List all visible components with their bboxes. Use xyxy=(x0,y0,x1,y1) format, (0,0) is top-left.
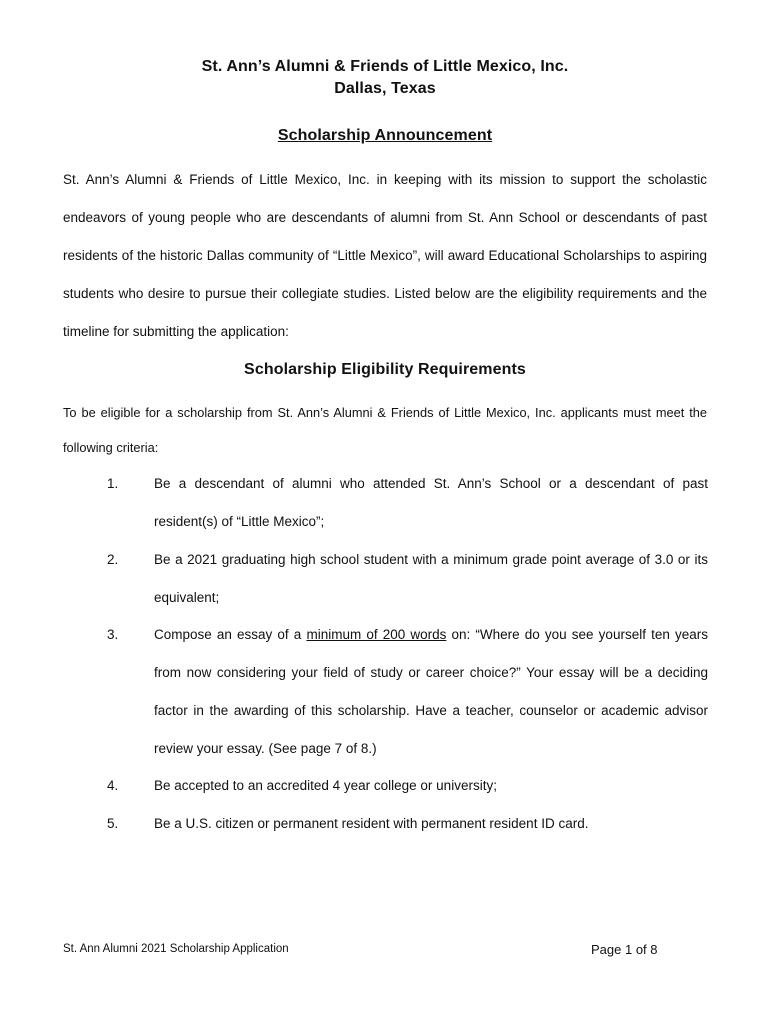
organization-title: St. Ann’s Alumni & Friends of Little Mexico, Inc. xyxy=(201,58,569,75)
essay-text-before: Compose an essay of a xyxy=(154,627,307,642)
list-item-text: Be a U.S. citizen or permanent resident with permanent resident ID card. xyxy=(154,816,589,831)
eligibility-intro: To be eligible for a scholarship from St. Ann’s Alumni & Friends of Little Mexico, Inc. applicants must meet the following criteria: xyxy=(63,405,707,455)
footer-page-number: Page 1 of 8 xyxy=(591,942,658,957)
list-item-text: Be accepted to an accredited 4 year college or university; xyxy=(154,778,497,793)
list-item-text: Be a 2021 graduating high school student with a minimum grade point average of 3.0 or its equivalent; xyxy=(154,552,708,605)
footer-document-title: St. Ann Alumni 2021 Scholarship Application xyxy=(63,943,289,955)
list-number: 5. xyxy=(107,816,119,831)
essay-text-after: on: “Where do you see yourself ten years from now considering your field of study or career choice?” Your essay will be a deciding factor in the awarding of this scholarship. Have a teacher, counselor or academic advisor review your essay. (See page 7 of 8.) xyxy=(154,627,708,756)
eligibility-heading: Scholarship Eligibility Requirements xyxy=(244,361,526,378)
list-number: 4. xyxy=(107,778,119,793)
announcement-body: St. Ann’s Alumni & Friends of Little Mexico, Inc. in keeping with its mission to support the scholastic endeavors of young people who are descendants of alumni from St. Ann School or descendants of past residents of the historic Dallas community of “Little Mexico”, will award Educational Scholarships to aspiring students who desire to pursue their collegiate studies. Listed below are the eligibility requirements and the timeline for submitting the application: xyxy=(63,172,707,339)
announcement-heading: Scholarship Announcement xyxy=(277,127,493,144)
list-number: 1. xyxy=(107,476,119,491)
list-number: 2. xyxy=(107,552,119,567)
location-subtitle: Dallas, Texas xyxy=(334,80,436,97)
essay-word-minimum: minimum of 200 words xyxy=(306,627,447,642)
list-item-text: Be a descendant of alumni who attended St. Ann’s School or a descendant of past resident(s) of “Little Mexico”; xyxy=(154,476,708,529)
list-item-text xyxy=(154,616,708,768)
list-number: 3. xyxy=(107,627,119,642)
